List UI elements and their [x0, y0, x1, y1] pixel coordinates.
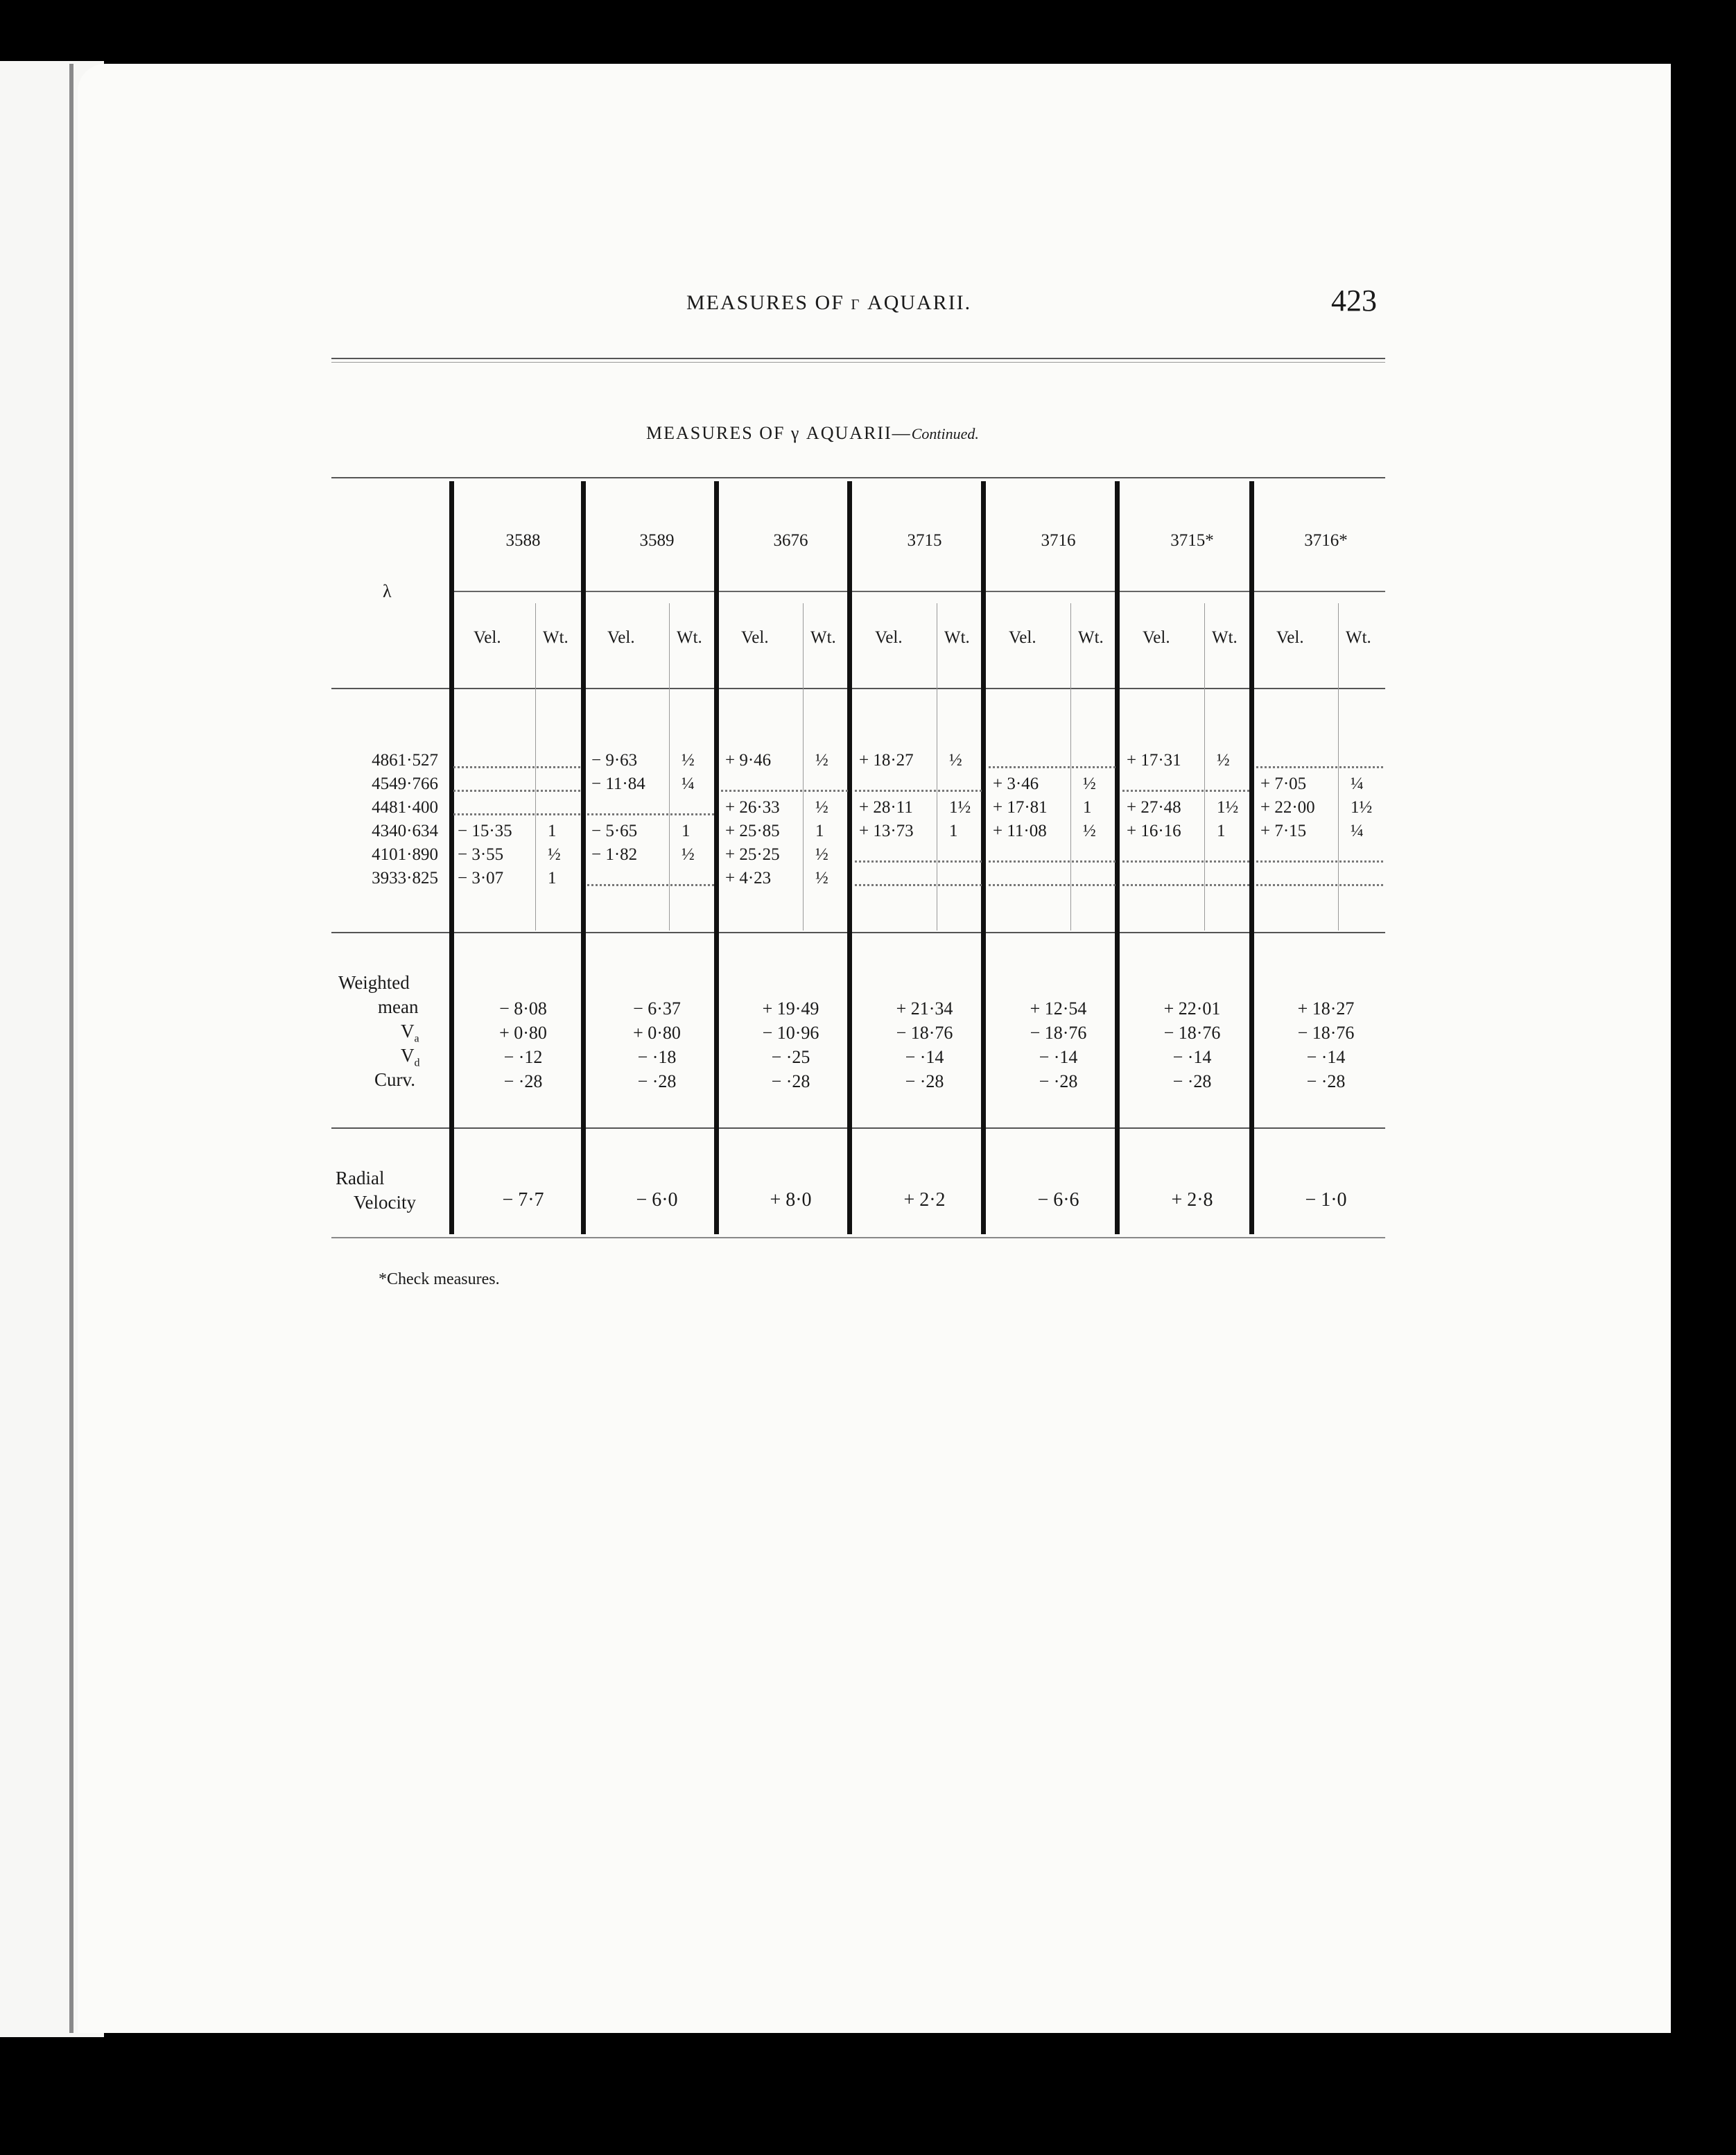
plate-header: 3715* — [1170, 531, 1214, 550]
weighted_mean-value: − 8·08 — [499, 998, 547, 1019]
mean-label: mean — [378, 996, 419, 1017]
weight-value: 1 — [1217, 822, 1226, 840]
velocity-value: + 3·46 — [993, 774, 1039, 793]
velocity-value: + 25·25 — [725, 845, 780, 864]
empty-leader — [1256, 860, 1383, 863]
vd-value: − ·25 — [771, 1047, 810, 1067]
radial-velocity-value: − 7·7 — [502, 1189, 544, 1211]
velocity-value: + 25·85 — [725, 822, 780, 840]
weighted_mean-value: + 22·01 — [1163, 998, 1221, 1019]
vel-header: Vel. — [1009, 628, 1036, 647]
va-value: − 10·96 — [762, 1023, 819, 1043]
empty-leader — [587, 884, 714, 886]
plate-header: 3589 — [639, 531, 675, 550]
velocity-value: + 26·33 — [725, 798, 780, 817]
plate-header: 3715 — [907, 531, 942, 550]
vel-wt-divider — [669, 603, 670, 931]
weight-value: ½ — [548, 845, 561, 864]
velocity-value: − 9·63 — [591, 751, 638, 770]
empty-leader — [453, 766, 580, 768]
va-label: $V_a$ — [401, 1021, 419, 1045]
column-divider-7 — [1249, 481, 1254, 1234]
weighted-label: Weighted — [338, 972, 410, 993]
weight-value: ½ — [1217, 751, 1230, 770]
vd-label: $V_d$ — [401, 1045, 420, 1069]
wt-header: Wt. — [810, 628, 836, 647]
weight-value: 1 — [682, 822, 691, 840]
weighted_mean-value: + 18·27 — [1297, 998, 1355, 1019]
vel-wt-divider — [1204, 603, 1205, 931]
vel-header: Vel. — [1276, 628, 1304, 647]
empty-leader — [989, 860, 1116, 863]
weight-value: 1½ — [1351, 798, 1373, 817]
wavelength-label: 3933·825 — [372, 869, 438, 888]
weight-value: 1 — [949, 822, 958, 840]
velocity-value: − 11·84 — [591, 774, 645, 793]
head-bottom-rule — [331, 688, 1385, 689]
velocity-label: Velocity — [354, 1192, 416, 1213]
vd-value: − ·18 — [637, 1047, 677, 1067]
weight-value: ½ — [949, 751, 962, 770]
weight-value: 1½ — [1217, 798, 1239, 817]
header-rule-2 — [331, 362, 1385, 363]
radial-velocity-value: + 2·8 — [1171, 1189, 1213, 1211]
wavelength-label: 4549·766 — [372, 774, 438, 793]
empty-leader — [721, 790, 848, 792]
weighted_mean-value: + 19·49 — [762, 998, 819, 1019]
weight-value: ¼ — [1351, 774, 1364, 793]
velocity-value: + 27·48 — [1127, 798, 1181, 817]
wt-header: Wt. — [944, 628, 970, 647]
wt-header: Wt. — [677, 628, 702, 647]
empty-leader — [1122, 884, 1249, 886]
weight-value: 1½ — [949, 798, 971, 817]
radial-velocity-value: − 6·0 — [636, 1189, 678, 1211]
weight-value: 1 — [815, 822, 824, 840]
va-value: + 0·80 — [499, 1023, 547, 1043]
va-value: − 18·76 — [1163, 1023, 1221, 1043]
curv-value: − ·28 — [1306, 1071, 1346, 1091]
empty-leader — [587, 813, 714, 815]
body-bottom-rule — [331, 932, 1385, 933]
vd-value: − ·14 — [1172, 1047, 1212, 1067]
weight-value: 1 — [548, 822, 557, 840]
plate-header: 3716 — [1041, 531, 1076, 550]
weight-value: ½ — [1083, 774, 1096, 793]
footnote: *Check measures. — [379, 1270, 500, 1288]
vel-header: Vel. — [607, 628, 635, 647]
header-rule — [331, 358, 1385, 359]
page-stack-shadow — [69, 64, 73, 2033]
curv-value: − ·28 — [637, 1071, 677, 1091]
velocity-value: + 4·23 — [725, 869, 772, 888]
column-divider-4 — [847, 481, 852, 1234]
weight-value: ¼ — [682, 774, 695, 793]
weight-value: 1 — [1083, 798, 1092, 817]
weight-value: ½ — [682, 845, 695, 864]
radial-velocity-value: − 6·6 — [1037, 1189, 1079, 1211]
empty-leader — [855, 790, 982, 792]
weight-value: ½ — [815, 751, 828, 770]
weight-value: 1 — [548, 869, 557, 888]
empty-leader — [1122, 790, 1249, 792]
va-value: − 18·76 — [1297, 1023, 1355, 1043]
weighted_mean-value: − 6·37 — [633, 998, 681, 1019]
velocity-value: − 15·35 — [458, 822, 512, 840]
vd-value: − ·12 — [503, 1047, 543, 1067]
plate-header: 3676 — [773, 531, 808, 550]
plate-header: 3716* — [1304, 531, 1348, 550]
head-mid-rule — [454, 591, 1385, 592]
column-divider-6 — [1115, 481, 1120, 1234]
weight-value: ¼ — [1351, 822, 1364, 840]
vel-header: Vel. — [741, 628, 769, 647]
wt-header: Wt. — [1346, 628, 1371, 647]
curv-value: − ·28 — [771, 1071, 810, 1091]
velocity-value: + 7·15 — [1260, 822, 1307, 840]
weight-value: ½ — [815, 798, 828, 817]
column-divider-2 — [581, 481, 586, 1234]
curv-label: Curv. — [374, 1069, 415, 1090]
va-value: + 0·80 — [633, 1023, 681, 1043]
column-divider-3 — [714, 481, 719, 1234]
lambda-header: λ — [383, 581, 392, 601]
weight-value: ½ — [815, 869, 828, 888]
vel-wt-divider — [803, 603, 804, 931]
velocity-value: + 11·08 — [993, 822, 1047, 840]
empty-leader — [1122, 860, 1249, 863]
wt-header: Wt. — [1078, 628, 1104, 647]
vd-value: − ·14 — [1306, 1047, 1346, 1067]
empty-leader — [1256, 884, 1383, 886]
curv-value: − ·28 — [1039, 1071, 1078, 1091]
velocity-value: − 1·82 — [591, 845, 638, 864]
weighted_mean-value: + 21·34 — [896, 998, 953, 1019]
vd-value: − ·14 — [1039, 1047, 1078, 1067]
page-number: 423 — [1331, 284, 1377, 318]
curv-value: − ·28 — [503, 1071, 543, 1091]
va-value: − 18·76 — [896, 1023, 953, 1043]
table-title-main: MEASURES OF γ AQUARII— — [646, 423, 912, 443]
velocity-value: + 17·31 — [1127, 751, 1181, 770]
plate-header: 3588 — [505, 531, 541, 550]
va-value: − 18·76 — [1030, 1023, 1087, 1043]
empty-leader — [989, 766, 1116, 768]
velocity-value: + 13·73 — [859, 822, 914, 840]
radial-velocity-value: − 1·0 — [1305, 1189, 1347, 1211]
velocity-value: + 17·81 — [993, 798, 1048, 817]
weight-value: ½ — [1083, 822, 1096, 840]
summary-bottom-rule — [331, 1127, 1385, 1129]
velocity-value: + 7·05 — [1260, 774, 1307, 793]
wavelength-label: 4340·634 — [372, 822, 438, 840]
table-top-rule — [331, 477, 1385, 478]
weight-value: ½ — [815, 845, 828, 864]
curv-value: − ·28 — [1172, 1071, 1212, 1091]
radial-velocity-value: + 2·2 — [903, 1189, 946, 1211]
table-end-rule — [331, 1237, 1385, 1238]
wavelength-label: 4101·890 — [372, 845, 438, 864]
velocity-value: + 18·27 — [859, 751, 914, 770]
vel-header: Vel. — [1143, 628, 1170, 647]
weighted_mean-value: + 12·54 — [1030, 998, 1087, 1019]
table-title-continued: Continued. — [911, 425, 979, 442]
column-divider-5 — [981, 481, 986, 1234]
wt-header: Wt. — [1212, 628, 1238, 647]
wavelength-label: 4861·527 — [372, 751, 438, 770]
vel-header: Vel. — [875, 628, 903, 647]
empty-leader — [1256, 766, 1383, 768]
curv-value: − ·28 — [905, 1071, 944, 1091]
empty-leader — [855, 860, 982, 863]
empty-leader — [989, 884, 1116, 886]
empty-leader — [855, 884, 982, 886]
velocity-value: + 22·00 — [1260, 798, 1315, 817]
empty-leader — [453, 790, 580, 792]
wt-header: Wt. — [543, 628, 568, 647]
velocity-value: − 5·65 — [591, 822, 638, 840]
velocity-value: + 28·11 — [859, 798, 913, 817]
wavelength-label: 4481·400 — [372, 798, 438, 817]
velocity-value: − 3·07 — [458, 869, 504, 888]
vd-value: − ·14 — [905, 1047, 944, 1067]
radial-velocity-value: + 8·0 — [770, 1189, 812, 1211]
radial-label: Radial — [336, 1168, 385, 1188]
table-title — [646, 423, 979, 444]
weight-value: ½ — [682, 751, 695, 770]
vel-header: Vel. — [474, 628, 501, 647]
column-divider-1 — [449, 481, 454, 1234]
empty-leader — [453, 813, 580, 815]
velocity-value: + 16·16 — [1127, 822, 1181, 840]
velocity-value: − 3·55 — [458, 845, 504, 864]
running-title: MEASURES OF γ AQUARII. — [686, 291, 972, 314]
velocity-value: + 9·46 — [725, 751, 772, 770]
